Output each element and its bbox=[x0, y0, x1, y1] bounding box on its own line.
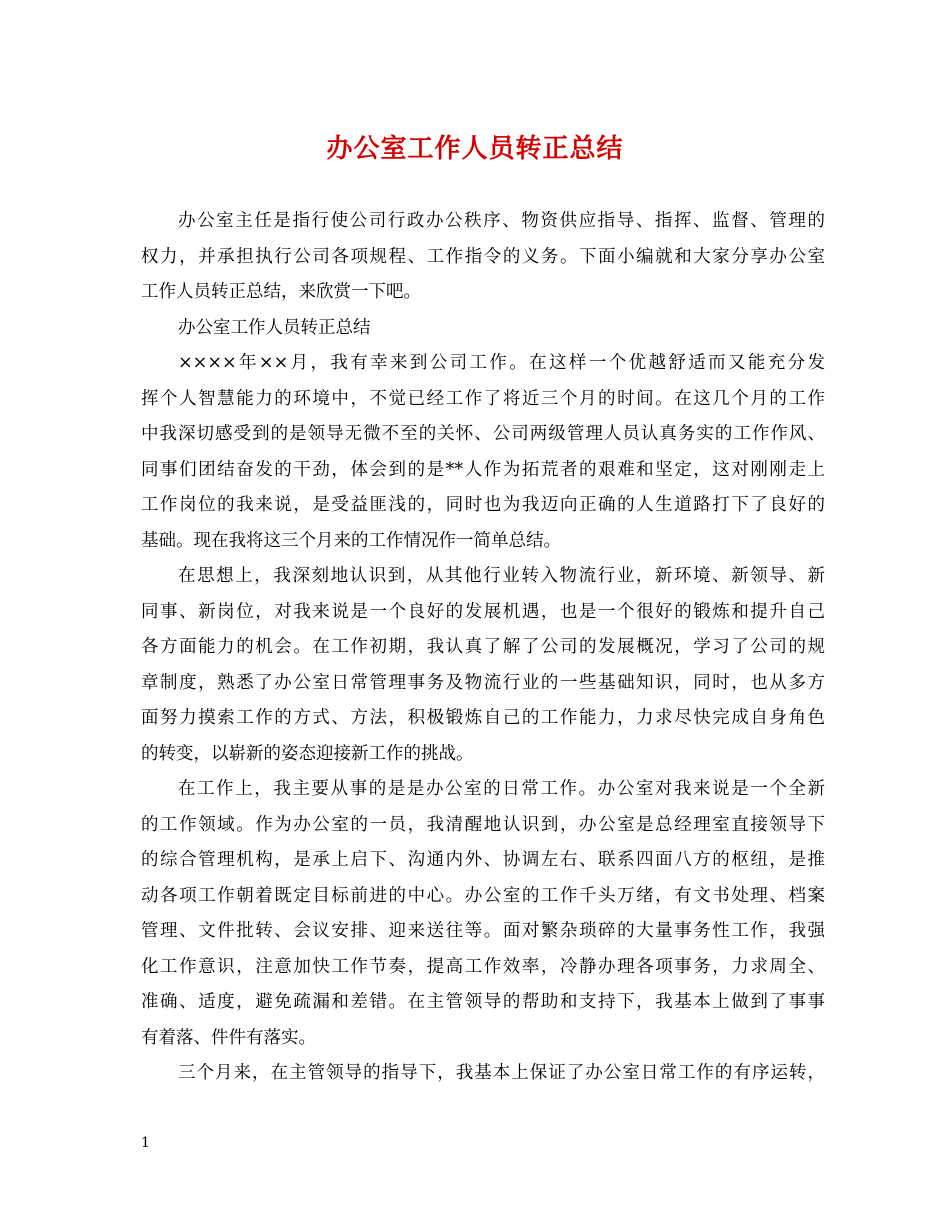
body-line: 基础。现在我将这三个月来的工作情况作一简单总结。 bbox=[141, 530, 561, 551]
body-line: 工作岗位的我来说，是受益匪浅的，同时也为我迈向正确的人生道路打下了良好的 bbox=[141, 495, 825, 515]
body-line: 的转变，以崭新的姿态迎接新工作的挑战。 bbox=[141, 743, 474, 764]
body-line: 动各项工作朝着既定目标前进的中心。办公室的工作千头万绪，有文书处理、档案 bbox=[141, 885, 825, 906]
body-line: 章制度，熟悉了办公室日常管理事务及物流行业的一些基础知识，同时，也从多方 bbox=[141, 672, 825, 693]
body-line: 在思想上，我深刻地认识到，从其他行业转入物流行业，新环境、新领导、新 bbox=[178, 566, 825, 586]
body-line: 准确、适度，避免疏漏和差错。在主管领导的帮助和支持下，我基本上做到了事事 bbox=[141, 992, 825, 1012]
body-line: 同事们团结奋发的干劲，体会到的是**人作为拓荒者的艰难和坚定，这对刚刚走上 bbox=[141, 459, 825, 480]
body-line: 各方面能力的机会。在工作初期，我认真了解了公司的发展概况，学习了公司的规 bbox=[141, 637, 825, 657]
document-body bbox=[141, 204, 825, 1092]
body-line: 工作人员转正总结，来欣赏一下吧。 bbox=[141, 282, 421, 302]
body-line: 管理、文件批转、会议安排、迎来送往等。面对繁杂琐碎的大量事务性工作，我强 bbox=[141, 921, 825, 941]
body-line: 的工作领域。作为办公室的一员，我清醒地认识到，办公室是总经理室直接领导下 bbox=[141, 814, 825, 835]
body-line: 挥个人智慧能力的环境中，不觉已经工作了将近三个月的时间。在这几个月的工作 bbox=[141, 388, 825, 409]
body-line: 权力，并承担执行公司各项规程、工作指令的义务。下面小编就和大家分享办公室 bbox=[141, 246, 825, 267]
body-line: 的综合管理机构，是承上启下、沟通内外、协调左右、联系四面八方的枢纽，是推 bbox=[141, 850, 825, 870]
document-title: 办公室工作人员转正总结 bbox=[326, 134, 624, 164]
page-number: 1 bbox=[141, 1135, 150, 1151]
section-heading: 办公室工作人员转正总结 bbox=[178, 317, 371, 338]
body-line: 有着落、件件有落实。 bbox=[141, 1027, 316, 1048]
body-line: 面努力摸索工作的方式、方法，积极锻炼自己的工作能力，力求尽快完成自身角色 bbox=[141, 708, 825, 728]
body-line: 同事、新岗位，对我来说是一个良好的发展机遇，也是一个很好的锻炼和提升自己 bbox=[141, 601, 825, 622]
body-line: 中我深切感受到的是领导无微不至的关怀、公司两级管理人员认真务实的工作作风、 bbox=[141, 424, 825, 444]
body-line: ××××年××月，我有幸来到公司工作。在这样一个优越舒适而又能充分发 bbox=[178, 353, 825, 373]
body-line: 化工作意识，注意加快工作节奏，提高工作效率，冷静办理各项事务，力求周全、 bbox=[141, 956, 825, 977]
body-line: 在工作上，我主要从事的是是办公室的日常工作。办公室对我来说是一个全新 bbox=[178, 779, 825, 799]
body-line: 三个月来，在主管领导的指导下，我基本上保证了办公室日常工作的有序运转， bbox=[178, 1063, 825, 1083]
body-line: 办公室主任是指行使公司行政办公秩序、物资供应指导、指挥、监督、管理的 bbox=[178, 211, 825, 231]
